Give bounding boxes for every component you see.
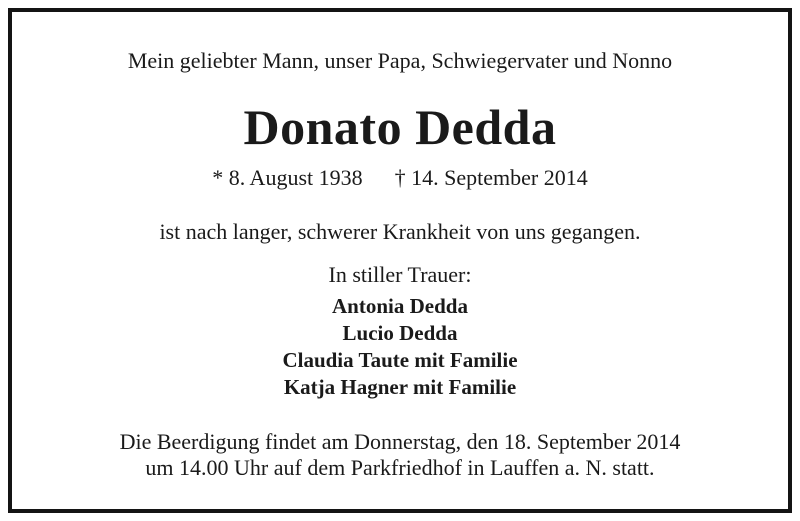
deceased-name: Donato Dedda	[243, 99, 557, 155]
death-date: † 14. September 2014	[394, 165, 588, 190]
passing-text: ist nach langer, schwerer Krankheit von uns gegangen.	[159, 219, 641, 244]
mourner-name: Katja Hagner mit Familie	[283, 375, 517, 399]
mourner-name: Claudia Taute mit Familie	[282, 348, 518, 372]
mourning-label: In stiller Trauer:	[328, 262, 472, 287]
life-dates	[12, 165, 788, 191]
mourner-name: Antonia Dedda	[332, 294, 468, 318]
funeral-line: Die Beerdigung findet am Donnerstag, den 18. September 2014	[119, 429, 681, 454]
funeral-info	[12, 429, 788, 481]
funeral-line: um 14.00 Uhr auf dem Parkfriedhof in Lauffen a. N. statt.	[145, 455, 655, 480]
obituary-notice	[8, 8, 792, 513]
birth-date: * 8. August 1938	[212, 165, 363, 190]
mourners-list	[12, 293, 788, 401]
mourner-name: Lucio Dedda	[342, 321, 458, 345]
intro-text: Mein geliebter Mann, unser Papa, Schwiegervater und Nonno	[127, 48, 673, 73]
